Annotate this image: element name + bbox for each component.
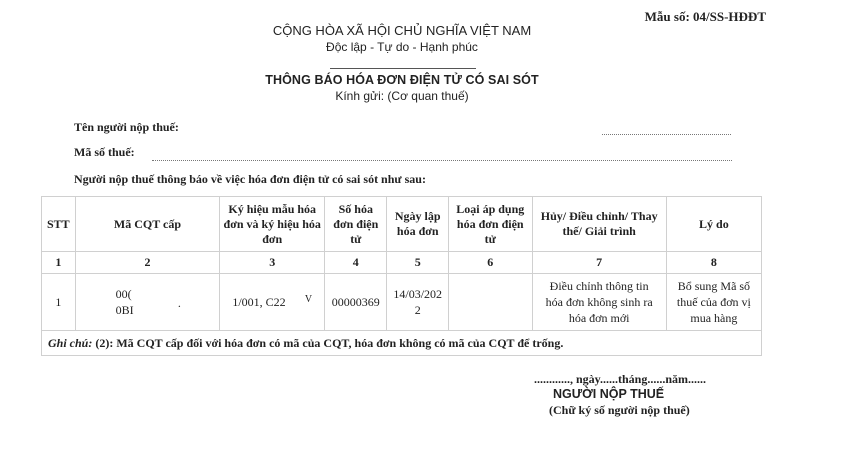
- cqt-code-line1: 00(: [115, 287, 132, 301]
- taxpayer-name-dotted-line: [602, 134, 731, 135]
- taxpayer-name-label: Tên người nộp thuế:: [74, 120, 179, 134]
- table-header-row: [42, 197, 762, 252]
- column-number: 5: [387, 252, 449, 274]
- greeting-line: Kính gửi: (Cơ quan thuế): [335, 89, 469, 103]
- header-invoice-date: Ngày lập hóa đơn: [387, 197, 449, 252]
- invoice-symbol-mark: V: [304, 294, 313, 305]
- header-invoice-number: Số hóa đơn điện tử: [325, 197, 387, 252]
- header-action: Hủy/ Điều chỉnh/ Thay thế/ Giải trình: [532, 197, 666, 252]
- motto-underline: [330, 68, 476, 69]
- table-row: [42, 274, 762, 331]
- note-label: Ghi chú:: [48, 335, 93, 350]
- row-cqt-code: [75, 274, 220, 331]
- intro-text: Người nộp thuế thông báo về việc hóa đơn điện tử có sai sót như sau:: [74, 172, 426, 186]
- row-invoice-number: 00000369: [325, 274, 387, 331]
- error-invoice-table: [41, 196, 762, 356]
- row-invoice-symbol: [220, 274, 325, 331]
- column-number: 1: [42, 252, 76, 274]
- table-note-row: [42, 331, 762, 356]
- header-invoice-symbol: Ký hiệu mẫu hóa đơn và ký hiệu hóa đơn: [220, 197, 325, 252]
- header-reason: Lý do: [666, 197, 761, 252]
- row-invoice-type: [449, 274, 533, 331]
- column-number: 8: [666, 252, 761, 274]
- row-stt: 1: [42, 274, 76, 331]
- row-invoice-date: 14/03/2022: [387, 274, 449, 331]
- column-number-row: [42, 252, 762, 274]
- column-number: 6: [449, 252, 533, 274]
- column-number: 4: [325, 252, 387, 274]
- row-action: Điều chỉnh thông tin hóa đơn không sinh ra hóa đơn mới: [532, 274, 666, 331]
- invoice-symbol-text: 1/001, C22: [232, 295, 286, 309]
- national-motto: Độc lập - Tự do - Hạnh phúc: [326, 40, 478, 54]
- row-reason: Bổ sung Mã số thuế của đơn vị mua hàng: [666, 274, 761, 331]
- cqt-code-mark: ·: [177, 299, 182, 313]
- signature-date-line: ............, ngày......tháng......năm......: [534, 372, 707, 386]
- cqt-code-line2: 0BI: [115, 303, 134, 317]
- signer-title: NGƯỜI NỘP THUẾ: [553, 387, 665, 401]
- tax-code-label: Mã số thuế:: [74, 145, 135, 159]
- form-number: Mẫu số: 04/SS-HĐĐT: [644, 9, 766, 24]
- note-text: (2): Mã CQT cấp đối với hóa đơn có mã của CQT, hóa đơn không có mã của CQT để trống.: [92, 335, 564, 350]
- national-title: CỘNG HÒA XÃ HỘI CHỦ NGHĨA VIỆT NAM: [272, 23, 532, 38]
- header-stt: STT: [42, 197, 76, 252]
- tax-code-dotted-line: [152, 160, 732, 161]
- signer-note: (Chữ ký số người nộp thuế): [549, 403, 690, 417]
- column-number: 2: [75, 252, 220, 274]
- header-invoice-type: Loại áp dụng hóa đơn điện tử: [449, 197, 533, 252]
- column-number: 3: [220, 252, 325, 274]
- document-title: THÔNG BÁO HÓA ĐƠN ĐIỆN TỬ CÓ SAI SÓT: [265, 73, 539, 87]
- header-cqt-code: Mã CQT cấp: [75, 197, 220, 252]
- table-note: [42, 331, 762, 356]
- column-number: 7: [532, 252, 666, 274]
